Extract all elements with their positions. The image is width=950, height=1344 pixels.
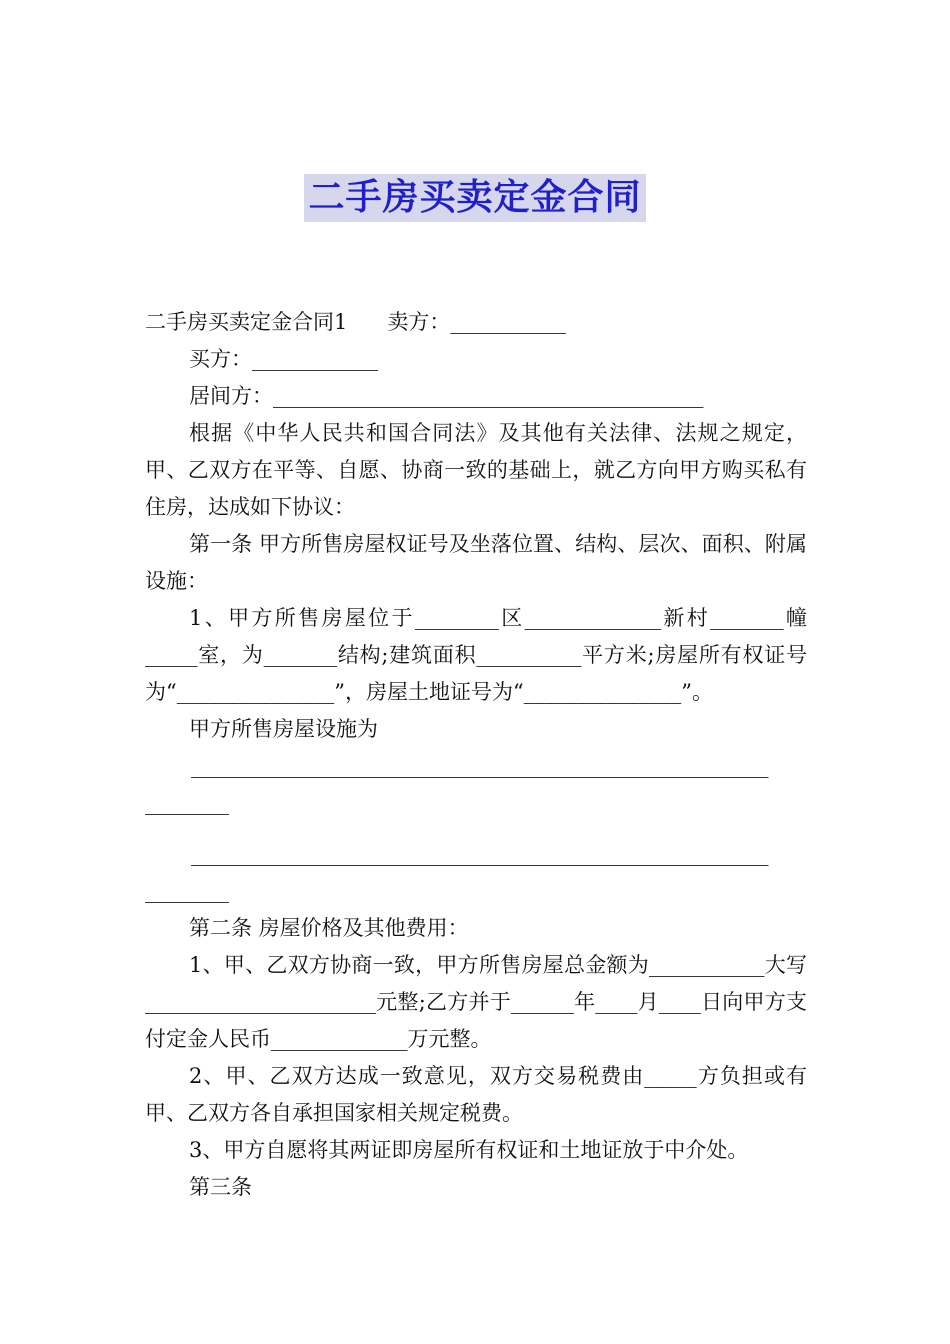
article2-item1: 1、甲、乙双方协商一致，甲方所售房屋总金额为___________大写______________________元整;乙方并于______年____月____日向甲方支付定金人民币_____________万元整。 <box>145 953 807 1051</box>
article1-heading: 第一条 甲方所售房屋权证号及坐落位置、结构、层次、面积、附属设施： <box>145 532 807 593</box>
contract-label: 二手房买卖定金合同1 <box>145 310 348 334</box>
seller-field: 卖方：___________ <box>387 310 566 334</box>
document-body <box>145 304 807 1206</box>
article2-item2: 2、甲、乙双方达成一致意见，双方交易税费由_____方负担或有甲、乙双方各自承担国家相关规定税费。 <box>145 1064 807 1125</box>
buyer-field: 买方：____________ <box>189 347 378 371</box>
intro-paragraph: 根据《中华人民共和国合同法》及其他有关法律、法规之规定，甲、乙双方在平等、自愿、协商一致的基础上，就乙方向甲方购买私有住房，达成如下协议： <box>145 421 807 519</box>
facilities-blank-line-2-cont: ________ <box>145 879 229 903</box>
document-title: 二手房买卖定金合同 <box>304 174 645 222</box>
article3-heading: 第三条 <box>189 1175 252 1199</box>
title-wrap <box>0 174 950 222</box>
article2-heading: 第二条 房屋价格及其他费用： <box>189 916 469 940</box>
facilities-blank-line-2: _______________________________________________________ <box>191 842 769 866</box>
facilities-label: 甲方所售房屋设施为 <box>189 717 378 741</box>
facilities-blank-line-1: _______________________________________________________ <box>191 754 769 778</box>
facilities-blank-line-1-cont: ________ <box>145 791 229 815</box>
article2-item3: 3、甲方自愿将其两证即房屋所有权证和土地证放于中介处。 <box>189 1138 749 1162</box>
spacer <box>145 822 807 836</box>
intermediary-field: 居间方：_________________________________________ <box>189 384 704 408</box>
article1-item1: 1、甲方所售房屋位于________区_____________新村_______幢_____室，为_______结构;建筑面积__________平方米;房屋所有权证号为“_______________”，房屋土地证号为“_______________”。 <box>145 606 807 704</box>
header-line <box>145 304 807 341</box>
